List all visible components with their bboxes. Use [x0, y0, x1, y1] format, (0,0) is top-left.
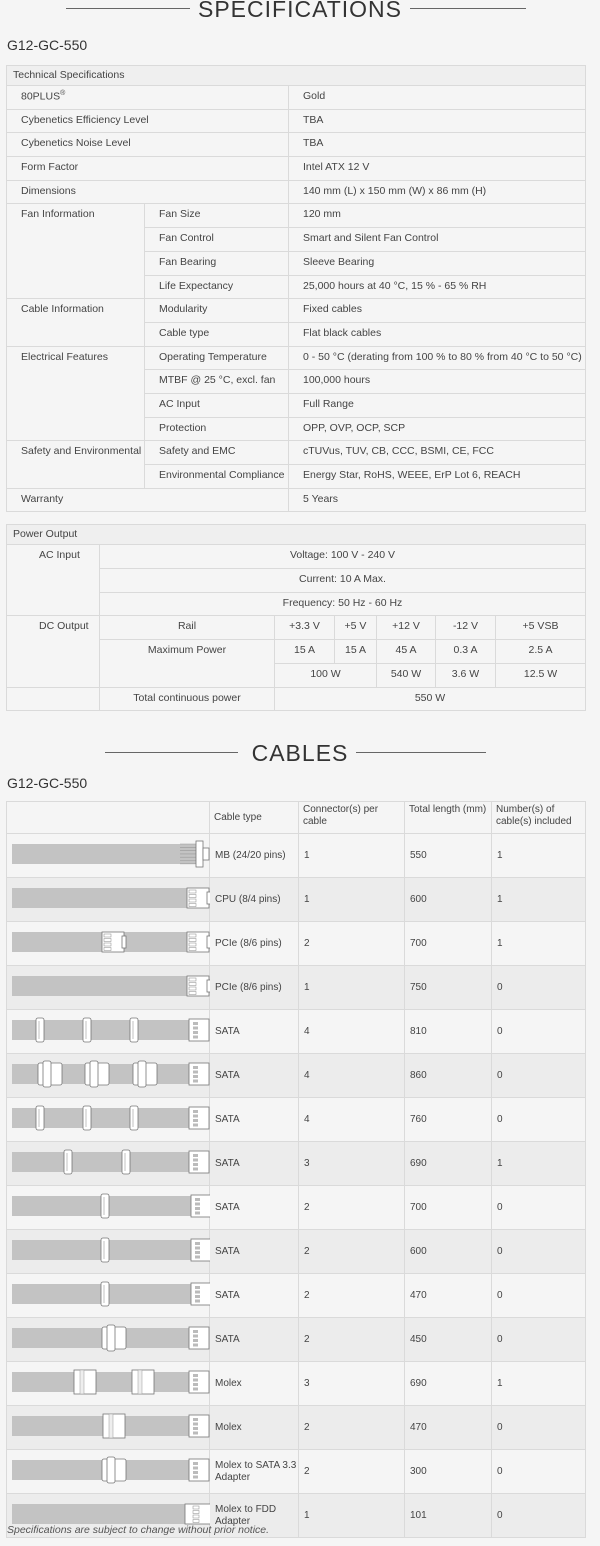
spec-value: Energy Star, RoHS, WEEE, ErP Lot 6, REACH [289, 465, 586, 489]
cable-connectors: 2 [299, 1186, 405, 1230]
rail-neg12v: -12 V [436, 616, 496, 640]
cable-count: 0 [492, 1186, 586, 1230]
registered-mark: ® [60, 90, 66, 97]
spec-value: Intel ATX 12 V [289, 157, 586, 181]
cable-length: 760 [405, 1098, 492, 1142]
spec-value: Flat black cables [289, 322, 586, 346]
cable-count: 0 [492, 1230, 586, 1274]
spec-row-cyb-eff [7, 109, 586, 133]
cable-type: Molex to FDD Adapter [210, 1494, 299, 1538]
spec-value: 25,000 hours at 40 °C, 15 % - 65 % RH [289, 275, 586, 299]
dc-output-label: DC Output [7, 616, 100, 687]
cable-connectors: 2 [299, 1450, 405, 1494]
spec-row-operating-temp [7, 346, 586, 370]
cable-type: SATA [210, 1098, 299, 1142]
cable-type: SATA [210, 1230, 299, 1274]
spec-group-electrical: Electrical Features [7, 346, 145, 441]
amps-5v: 15 A [335, 640, 377, 664]
cable-length: 470 [405, 1274, 492, 1318]
cable-count: 0 [492, 1318, 586, 1362]
col-count: Number(s) of cable(s) included [492, 802, 586, 834]
total-power-label: Total continuous power [100, 687, 275, 711]
cable-type: PCIe (8/6 pins) [210, 966, 299, 1010]
sata-4-wide-cable-icon [7, 1054, 210, 1094]
watts-12v: 540 W [377, 663, 436, 687]
cable-connectors: 2 [299, 1230, 405, 1274]
spec-sublabel: Fan Bearing [145, 251, 289, 275]
rail-label: Rail [100, 616, 275, 640]
cable-image-cell [7, 1362, 210, 1406]
cable-length: 860 [405, 1054, 492, 1098]
sata-2-cable-icon [7, 1274, 210, 1314]
watts-5vsb: 12.5 W [496, 663, 586, 687]
spec-label: Dimensions [7, 180, 289, 204]
pcie-cable-icon [7, 966, 210, 1006]
col-cable-type: Cable type [210, 802, 299, 834]
spec-label-80plus: 80PLUS [21, 90, 61, 103]
spec-value: cTUVus, TUV, CB, CCC, BSMI, CE, FCC [289, 441, 586, 465]
spec-label: Warranty [7, 488, 289, 512]
cable-length: 600 [405, 878, 492, 922]
specifications-heading [0, 0, 600, 21]
cable-row [7, 1098, 586, 1142]
spec-sublabel: Protection [145, 417, 289, 441]
cable-image-cell [7, 922, 210, 966]
spec-row-80plus [7, 86, 586, 110]
sata-2-wide-cable-icon [7, 1318, 210, 1358]
cable-row [7, 966, 586, 1010]
cable-length: 101 [405, 1494, 492, 1538]
spec-label: Form Factor [7, 157, 289, 181]
spec-row-cyb-noise [7, 133, 586, 157]
cable-count: 0 [492, 1054, 586, 1098]
cable-type: SATA [210, 1318, 299, 1362]
spec-value: 140 mm (L) x 150 mm (W) x 86 mm (H) [289, 180, 586, 204]
cable-length: 700 [405, 1186, 492, 1230]
cable-connectors: 1 [299, 878, 405, 922]
spec-row-fan-size [7, 204, 586, 228]
cpu-cable-icon [7, 878, 210, 918]
spec-value: TBA [289, 133, 586, 157]
spec-group-safety: Safety and Environmental [7, 441, 145, 488]
sata-2-cable-icon [7, 1186, 210, 1226]
spec-value: 120 mm [289, 204, 586, 228]
spec-label: Cybenetics Efficiency Level [7, 109, 289, 133]
cables-table [6, 801, 586, 1538]
ac-current: Current: 10 A Max. [100, 569, 586, 593]
amps-neg12v: 0.3 A [436, 640, 496, 664]
cable-type: SATA [210, 1142, 299, 1186]
cable-connectors: 1 [299, 966, 405, 1010]
pcie-dual-cable-icon [7, 922, 210, 962]
spec-value: 5 Years [289, 488, 586, 512]
technical-specifications-table [6, 65, 586, 512]
power-output-table [6, 524, 586, 711]
rail-3v3: +3.3 V [275, 616, 335, 640]
cable-row [7, 1274, 586, 1318]
amps-3v3: 15 A [275, 640, 335, 664]
spec-row-dimensions [7, 180, 586, 204]
cable-count: 0 [492, 1098, 586, 1142]
spec-sublabel: MTBF @ 25 °C, excl. fan [145, 370, 289, 394]
watts-neg12v: 3.6 W [436, 663, 496, 687]
cables-heading [0, 741, 600, 765]
cable-count: 1 [492, 878, 586, 922]
spec-row-form-factor [7, 157, 586, 181]
rail-5vsb: +5 VSB [496, 616, 586, 640]
cable-count: 1 [492, 834, 586, 878]
molex-sata-adapter-icon [7, 1450, 210, 1490]
spec-group-cable: Cable Information [7, 299, 145, 346]
cable-image-cell [7, 1142, 210, 1186]
rail-5v: +5 V [335, 616, 377, 640]
cable-count: 0 [492, 1494, 586, 1538]
watts-3v3-5v-combined: 100 W [275, 663, 377, 687]
cable-connectors: 4 [299, 1098, 405, 1142]
cable-count: 1 [492, 1362, 586, 1406]
spec-value: Fixed cables [289, 299, 586, 323]
spec-value: Sleeve Bearing [289, 251, 586, 275]
molex-3-cable-icon [7, 1362, 210, 1402]
ac-voltage: Voltage: 100 V - 240 V [100, 545, 586, 569]
cable-image-cell [7, 966, 210, 1010]
cable-length: 300 [405, 1450, 492, 1494]
model-name: G12-GC-550 [7, 37, 88, 53]
spec-value-80plus: Gold [289, 86, 586, 110]
cable-type: PCIe (8/6 pins) [210, 922, 299, 966]
cable-row [7, 1318, 586, 1362]
cables-model-name: G12-GC-550 [7, 775, 88, 792]
cable-length: 750 [405, 966, 492, 1010]
sata-4-cable-icon [7, 1098, 210, 1138]
cable-count: 0 [492, 1010, 586, 1054]
total-power-value: 550 W [275, 687, 586, 711]
cable-count: 0 [492, 966, 586, 1010]
cable-type: MB (24/20 pins) [210, 834, 299, 878]
cable-type: Molex [210, 1362, 299, 1406]
spec-sublabel: Life Expectancy [145, 275, 289, 299]
rail-12v: +12 V [377, 616, 436, 640]
mb-cable-icon [7, 834, 210, 874]
cable-image-cell [7, 1406, 210, 1450]
cable-count: 1 [492, 1142, 586, 1186]
sata-3-cable-icon [7, 1142, 210, 1182]
cable-image-cell [7, 1274, 210, 1318]
cables-title: CABLES [244, 741, 357, 765]
cable-image-cell [7, 1010, 210, 1054]
cable-type: SATA [210, 1274, 299, 1318]
cable-length: 600 [405, 1230, 492, 1274]
cable-connectors: 2 [299, 922, 405, 966]
max-power-label: Maximum Power [100, 640, 275, 687]
spec-value: Smart and Silent Fan Control [289, 228, 586, 252]
cable-row [7, 1406, 586, 1450]
cable-connectors: 2 [299, 1318, 405, 1362]
cable-row [7, 922, 586, 966]
ac-input-label: AC Input [7, 545, 100, 616]
cable-image-cell [7, 1054, 210, 1098]
amps-12v: 45 A [377, 640, 436, 664]
cable-connectors: 1 [299, 834, 405, 878]
cable-image-cell [7, 1186, 210, 1230]
spec-group-fan: Fan Information [7, 204, 145, 299]
cable-row [7, 1230, 586, 1274]
cable-connectors: 3 [299, 1142, 405, 1186]
spec-sublabel: Fan Size [145, 204, 289, 228]
cable-type: CPU (8/4 pins) [210, 878, 299, 922]
cable-type: Molex [210, 1406, 299, 1450]
amps-5vsb: 2.5 A [496, 640, 586, 664]
spec-sublabel: Cable type [145, 322, 289, 346]
cable-connectors: 4 [299, 1010, 405, 1054]
cable-image-cell [7, 1230, 210, 1274]
cable-image-cell [7, 1450, 210, 1494]
cable-length: 550 [405, 834, 492, 878]
spec-label: Cybenetics Noise Level [7, 133, 289, 157]
tech-spec-header: Technical Specifications [7, 66, 586, 86]
cable-length: 810 [405, 1010, 492, 1054]
cable-connectors: 2 [299, 1406, 405, 1450]
cable-image-cell [7, 878, 210, 922]
cable-type: SATA [210, 1186, 299, 1230]
cable-row [7, 1186, 586, 1230]
spec-value: 0 - 50 °C (derating from 100 % to 80 % from 40 °C to 50 °C) [289, 346, 586, 370]
cable-row [7, 878, 586, 922]
sata-4-cable-icon [7, 1010, 210, 1050]
cable-type: SATA [210, 1054, 299, 1098]
spec-value: 100,000 hours [289, 370, 586, 394]
cable-row [7, 834, 586, 878]
spec-sublabel: Fan Control [145, 228, 289, 252]
spec-row-modularity [7, 299, 586, 323]
cable-row [7, 1142, 586, 1186]
cable-length: 690 [405, 1362, 492, 1406]
cable-count: 0 [492, 1274, 586, 1318]
cable-connectors: 3 [299, 1362, 405, 1406]
spec-sublabel: Environmental Compliance [145, 465, 289, 489]
disclaimer-footer: Specifications are subject to change without prior notice. [7, 1524, 270, 1536]
power-output-header: Power Output [7, 525, 586, 545]
sata-2-cable-icon [7, 1230, 210, 1270]
cable-type: SATA [210, 1010, 299, 1054]
spec-sublabel: Modularity [145, 299, 289, 323]
cable-length: 700 [405, 922, 492, 966]
spec-value: OPP, OVP, OCP, SCP [289, 417, 586, 441]
spec-row-warranty [7, 488, 586, 512]
spec-sublabel: AC Input [145, 393, 289, 417]
cable-connectors: 1 [299, 1494, 405, 1538]
spec-row-safety-emc [7, 441, 586, 465]
cable-row [7, 1010, 586, 1054]
cable-image-cell [7, 834, 210, 878]
col-connectors: Connector(s) per cable [299, 802, 405, 834]
cable-row [7, 1054, 586, 1098]
cable-row [7, 1450, 586, 1494]
cable-connectors: 4 [299, 1054, 405, 1098]
molex-2-cable-icon [7, 1406, 210, 1446]
cable-image-cell [7, 1318, 210, 1362]
cable-row [7, 1362, 586, 1406]
cable-count: 1 [492, 922, 586, 966]
cable-length: 690 [405, 1142, 492, 1186]
cable-length: 450 [405, 1318, 492, 1362]
specifications-title: SPECIFICATIONS [190, 0, 410, 21]
spec-sublabel: Safety and EMC [145, 441, 289, 465]
cable-image-cell [7, 1098, 210, 1142]
spec-value: TBA [289, 109, 586, 133]
spec-value: Full Range [289, 393, 586, 417]
col-length: Total length (mm) [405, 802, 492, 834]
cable-connectors: 2 [299, 1274, 405, 1318]
cable-length: 470 [405, 1406, 492, 1450]
cable-count: 0 [492, 1450, 586, 1494]
cable-type: Molex to SATA 3.3 Adapter [210, 1450, 299, 1494]
cable-count: 0 [492, 1406, 586, 1450]
spec-sublabel: Operating Temperature [145, 346, 289, 370]
ac-frequency: Frequency: 50 Hz - 60 Hz [100, 592, 586, 616]
